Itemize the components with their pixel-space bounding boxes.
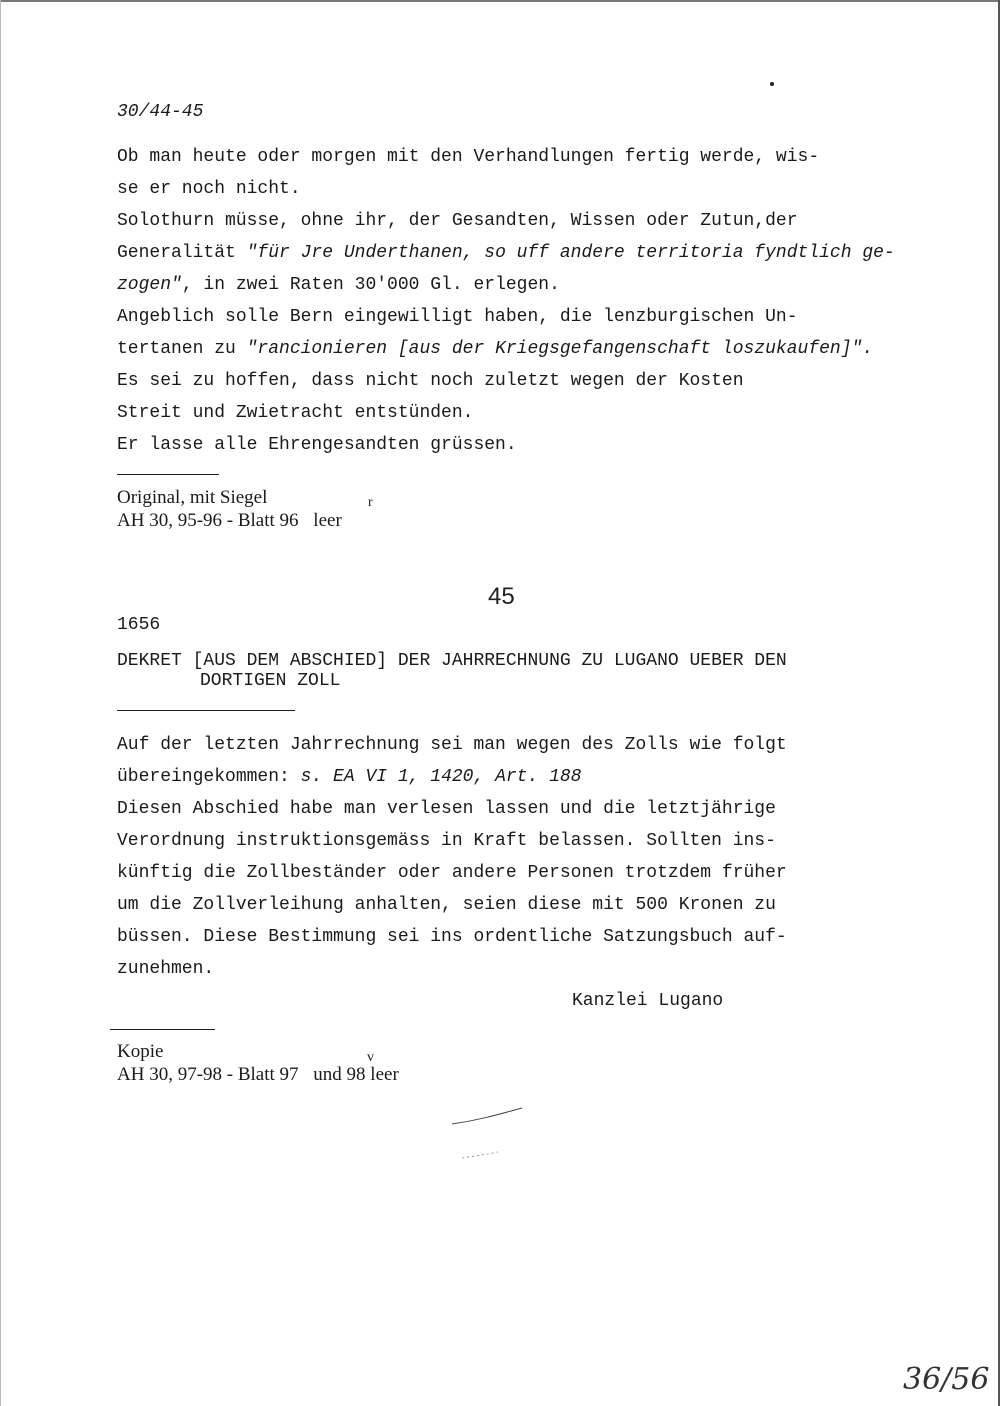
page-edge-left — [0, 0, 1, 1406]
text-line — [117, 766, 582, 788]
text-line: Auf der letzten Jahrrechnung sei man wegen des Zolls wie folgt — [117, 735, 787, 755]
quotation: zogen" — [117, 275, 182, 295]
text-segment: , in zwei Raten 30'000 Gl. erlegen. — [181, 275, 560, 295]
pen-stroke-mark — [440, 1100, 540, 1160]
text-line: büssen. Diese Bestimmung sei ins ordentliche Satzungsbuch auf- — [117, 927, 787, 947]
text-line: Verordnung instruktionsgemäss in Kraft belassen. Sollten ins- — [117, 831, 776, 851]
document-title: DEKRET [AUS DEM ABSCHIED] DER JAHRRECHNUNG ZU LUGANO UEBER DEN — [117, 651, 787, 671]
text-line — [117, 338, 873, 360]
quotation: "für Jre Underthanen, so uff andere territoria fyndtlich ge- — [246, 243, 895, 263]
handwritten-page-number: 36/56 — [903, 1362, 990, 1397]
ink-dot — [770, 82, 774, 86]
text-line: Angeblich solle Bern eingewilligt haben, die lenzburgischen Un- — [117, 307, 798, 327]
text-line: Solothurn müsse, ohne ihr, der Gesandten, Wissen oder Zutun,der — [117, 211, 798, 231]
source-label: Kopie — [117, 1041, 164, 1062]
divider-rule — [117, 474, 219, 475]
source-ref-text: AH 30, 97-98 - Blatt 97 — [117, 1064, 299, 1085]
text-line: künftig die Zollbeständer oder andere Personen trotzdem früher — [117, 863, 787, 883]
page-edge-top — [0, 0, 1000, 2]
citation: s. EA VI 1, 1420, Art. 188 — [300, 767, 582, 787]
document-year: 1656 — [117, 615, 161, 635]
text-line: Ob man heute oder morgen mit den Verhandlungen fertig werde, wis- — [117, 147, 820, 167]
text-segment: tertanen zu — [117, 339, 247, 359]
source-ref-text: AH 30, 95-96 - Blatt 96 — [117, 510, 299, 531]
text-segment: Generalität — [117, 243, 247, 263]
text-line — [117, 274, 560, 296]
folio-superscript: v — [367, 1050, 374, 1065]
text-line: um die Zollverleihung anhalten, seien diese mit 500 Kronen zu — [117, 895, 776, 915]
source-ref-tail: und 98 leer — [308, 1064, 399, 1085]
text-segment: übereingekommen: — [117, 767, 301, 787]
text-line: se er noch nicht. — [117, 179, 301, 199]
text-line: Streit und Zwietracht entstünden. — [117, 403, 474, 423]
signature: Kanzlei Lugano — [572, 991, 724, 1011]
folio-superscript: r — [368, 495, 373, 510]
text-line: Er lasse alle Ehrengesandten grüssen. — [117, 435, 517, 455]
page-reference: 30/44-45 — [117, 102, 204, 122]
text-line: Es sei zu hoffen, dass nicht noch zuletzt wegen der Kosten — [117, 371, 744, 391]
source-label: Original, mit Siegel — [117, 487, 268, 508]
divider-rule — [110, 1029, 215, 1030]
text-line — [117, 242, 895, 264]
text-line: Diesen Abschied habe man verlesen lassen und die letztjährige — [117, 799, 776, 819]
divider-rule — [117, 710, 295, 711]
document-number: 45 — [488, 583, 515, 610]
source-reference — [117, 510, 342, 532]
source-reference — [117, 1064, 399, 1086]
document-title-continued: DORTIGEN ZOLL — [200, 671, 341, 691]
text-line: zunehmen. — [117, 959, 215, 979]
source-ref-tail: leer — [308, 510, 342, 531]
quotation: "rancionieren [aus der Kriegsgefangenschaft loszukaufen]". — [246, 339, 874, 359]
